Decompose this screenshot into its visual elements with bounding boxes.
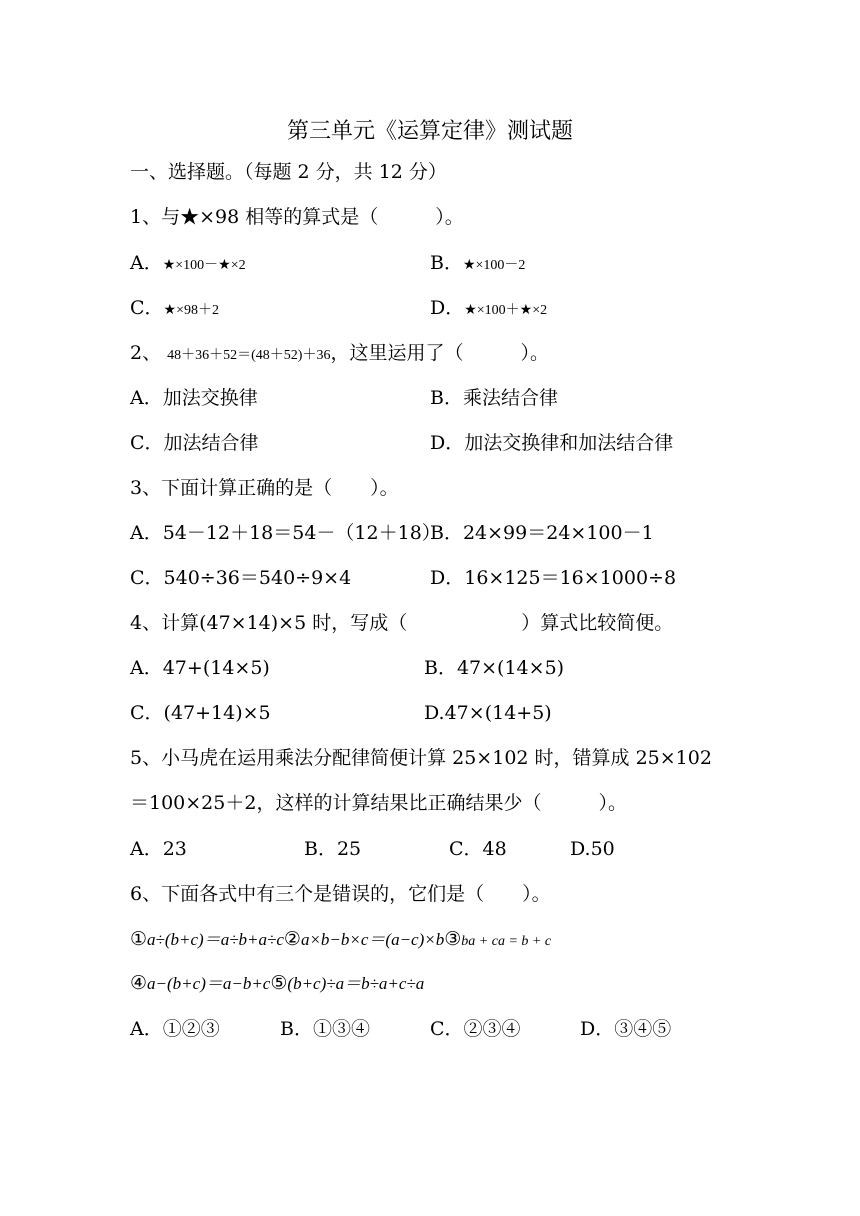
q3-option-b: B．24×99＝24×100－1 [430,522,654,544]
page-title: 第三单元《运算定律》测试题 [286,119,573,144]
q1-stem: 1、与★×98 相等的算式是（ ）。 [130,206,464,228]
q3-stem: 3、下面计算正确的是（ ）。 [130,477,399,499]
q4-stem: 4、计算(47×14)×5 时，写成（ ）算式比较简便。 [130,612,674,634]
q6-expression-5: (b+c)÷a＝b÷a+c÷a [287,974,425,993]
q2-option-c: C．加法结合律 [130,432,259,454]
q6-expression-1: a÷(b+c)＝a÷b+a÷c [147,930,284,949]
q2-option-d: D．加法交换律和加法结合律 [430,432,674,454]
q6-option-c: C．②③④ [430,1018,521,1040]
q4-option-b: B．47×(14×5) [424,657,565,679]
section-heading: 一、选择题。（每题 2 分，共 12 分） [130,161,447,183]
q2-stem-tail: ，这里运用了（ ）。 [330,342,549,364]
q3-option-c: C．540÷36＝540÷9×4 [130,567,352,589]
q3-option-d: D．16×125＝16×1000÷8 [430,567,677,589]
q2-option-a: A．加法交换律 [130,387,258,409]
q6-mark-4: ④ [130,972,148,994]
q2-number: 2、 [130,342,162,364]
q6-expression-4: a−(b+c)＝a−b+c [147,974,271,993]
q1-option-d-label: D． [430,297,465,319]
q6-mark-2: ② [283,928,301,950]
q1-option-b-expr: ★×100－2 [462,258,526,273]
q6-option-d: D．③④⑤ [580,1018,672,1040]
q1-option-b [430,251,525,278]
q4-option-d: D.47×(14+5) [424,702,552,724]
q1-option-d [430,296,547,323]
q6-option-b: B．①③④ [280,1018,370,1040]
q5-stem-line1: 5、小马虎在运用乘法分配律简便计算 25×102 时，错算成 25×102 [130,747,712,769]
q5-option-a: A．23 [130,838,187,860]
q5-option-b: B．25 [304,838,362,860]
q5-stem-line2: ＝100×25＋2，这样的计算结果比正确结果少（ ）。 [130,792,627,814]
q4-option-a: A．47+(14×5) [130,657,270,679]
q6-option-a: A．①②③ [130,1018,220,1040]
q2-expression: 48＋36＋52＝(48＋52)＋36 [167,348,331,363]
q5-option-d: D.50 [570,838,615,860]
q6-expressions-row1 [130,927,551,954]
q1-option-c-expr: ★×98＋2 [163,303,219,318]
q2-option-b: B．乘法结合律 [430,387,558,409]
q1-option-a-label: A． [130,252,163,274]
q1-option-a [130,251,246,278]
q2-stem [130,341,549,368]
q6-stem: 6、下面各式中有三个是错误的，它们是（ ）。 [130,883,551,905]
q6-mark-3: ③ [444,928,462,950]
q3-option-a: A．54－12＋18＝54－（12＋18） [130,522,441,544]
q1-option-c-label: C． [130,297,164,319]
q6-expression-2: a×b−b×c＝(a−c)×b [300,930,445,949]
q6-mark-5: ⑤ [270,972,288,994]
q5-option-c: C．48 [449,838,507,860]
q6-mark-1: ① [130,928,148,950]
q6-expressions-row2 [130,971,424,996]
q1-option-c [130,296,219,323]
q4-option-c: C．(47+14)×5 [130,702,271,724]
q1-option-a-expr: ★×100－★×2 [162,258,246,273]
q6-expression-3: ba + ca = b + c [461,934,552,949]
q1-option-b-label: B． [430,252,463,274]
q1-option-d-expr: ★×100＋★×2 [464,303,548,318]
